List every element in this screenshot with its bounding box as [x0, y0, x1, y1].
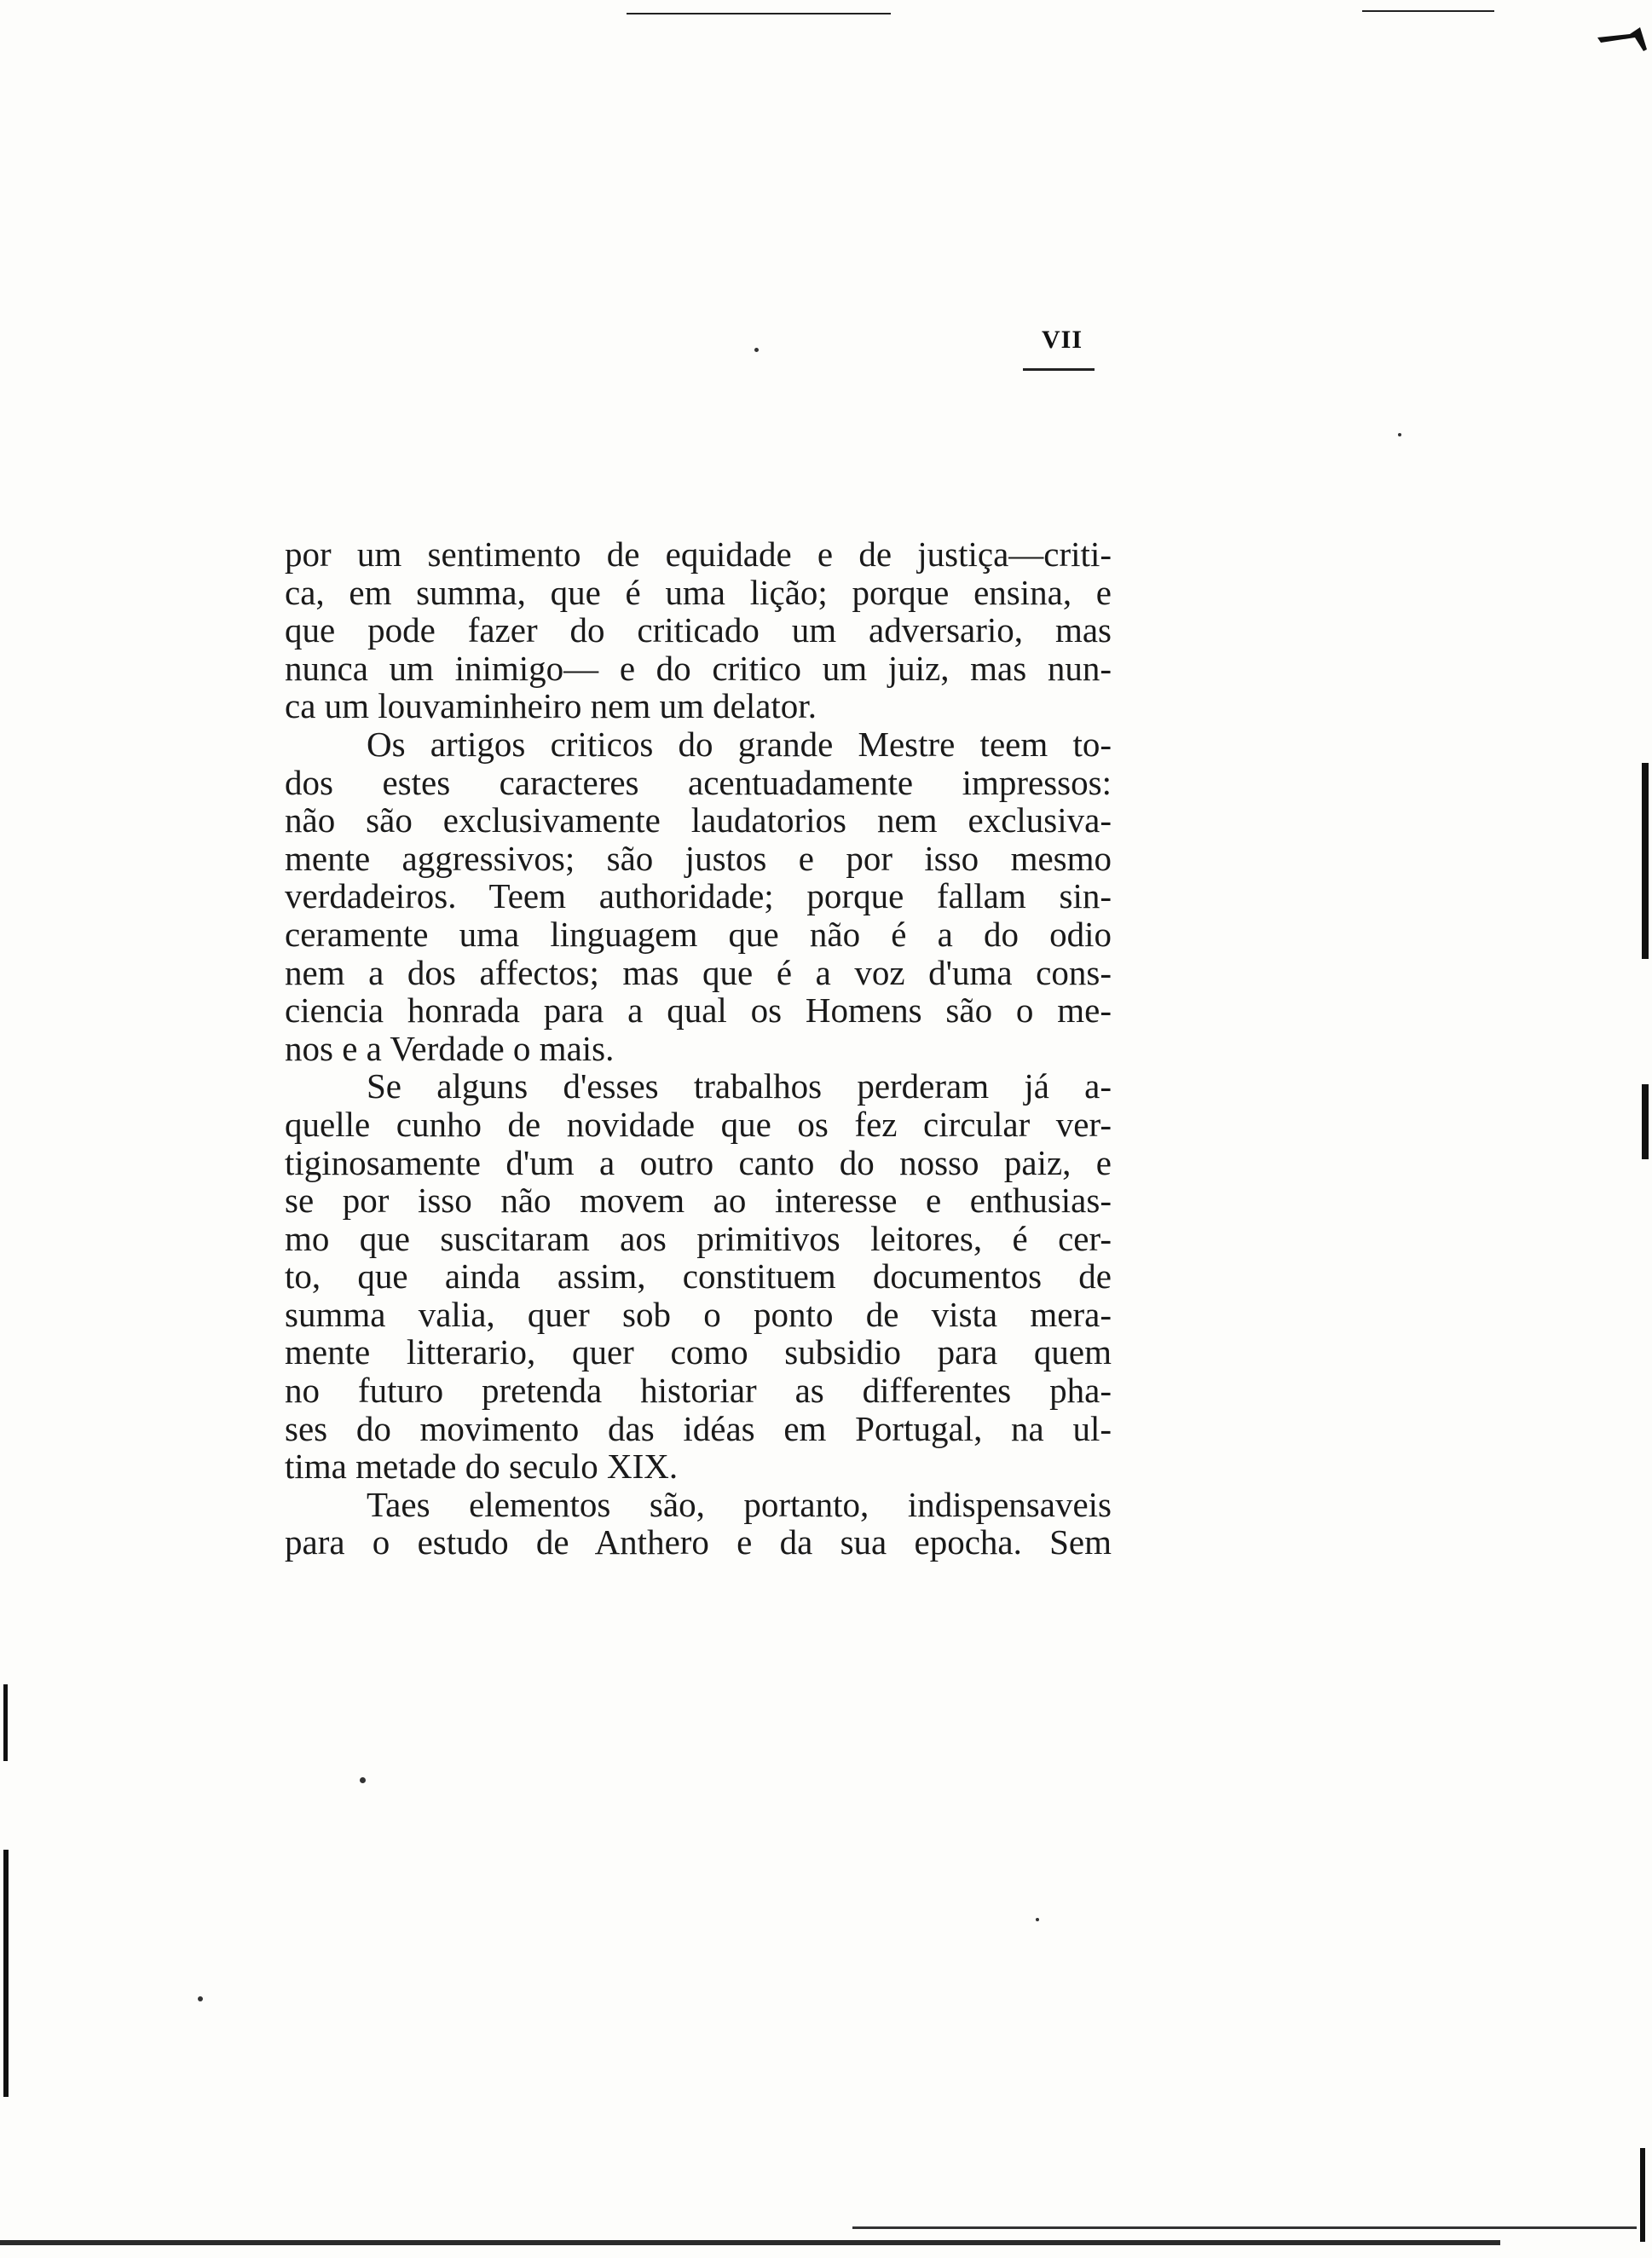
left-edge-mark: [3, 1684, 8, 1761]
text-line: mente litterario, quer como subsidio para quem: [285, 1332, 1112, 1372]
text-line: ca, em summa, que é uma lição; porque ensina, e: [285, 572, 1112, 612]
scan-speck: [198, 1996, 203, 2001]
text-line: tima metade do seculo XIX.: [285, 1447, 679, 1487]
scan-speck: [754, 348, 759, 352]
right-edge-mark: [1640, 2148, 1645, 2242]
page-number: VII: [1042, 326, 1083, 354]
text-line: mo que suscitaram aos primitivos leitores, é cer-: [285, 1218, 1112, 1258]
text-line: to, que ainda assim, constituem documentos de: [285, 1256, 1112, 1296]
text-line: no futuro pretenda historiar as differentes pha-: [285, 1371, 1112, 1411]
text-line: ceramente uma linguagem que não é a do odio: [285, 914, 1112, 954]
text-line: Taes elementos são, portanto, indispensaveis: [367, 1484, 1112, 1524]
text-line: por um sentimento de equidade e de justiça—criti-: [285, 534, 1112, 574]
bottom-edge-shadow: [0, 2240, 1500, 2245]
right-edge-mark: [1642, 1084, 1649, 1159]
right-edge-mark: [1642, 763, 1649, 959]
text-line: nunca um inimigo— e do critico um juiz, mas nun-: [285, 648, 1112, 688]
corner-artifact-icon: [1596, 24, 1649, 58]
text-line: ciencia honrada para a qual os Homens são o me-: [285, 990, 1112, 1031]
top-scan-rule-left: [627, 13, 891, 14]
text-line: mente aggressivos; são justos e por isso mesmo: [285, 838, 1112, 878]
text-line: ses do movimento das idéas em Portugal, na ul-: [285, 1408, 1112, 1448]
text-line: verdadeiros. Teem authoridade; porque fallam sin-: [285, 876, 1112, 916]
text-line: summa valia, quer sob o ponto de vista mera-: [285, 1294, 1112, 1334]
text-line: ca um louvaminheiro nem um delator.: [285, 686, 817, 726]
top-scan-rule-right: [1362, 10, 1494, 12]
text-line: não são exclusivamente laudatorios nem exclusiva-: [285, 800, 1112, 840]
text-line: que pode fazer do criticado um adversario, mas: [285, 610, 1112, 650]
text-line: para o estudo de Anthero e da sua epocha. Sem: [285, 1522, 1112, 1562]
text-line: Se alguns d'esses trabalhos perderam já a-: [367, 1066, 1112, 1106]
page-number-underline: [1023, 368, 1095, 371]
text-line: dos estes caracteres acentuadamente impressos:: [285, 762, 1112, 802]
bottom-edge-shadow: [852, 2226, 1637, 2229]
scan-speck: [360, 1777, 366, 1783]
text-line: quelle cunho de novidade que os fez circular ver-: [285, 1104, 1112, 1144]
scan-speck: [1398, 433, 1401, 436]
text-line: tiginosamente d'um a outro canto do nosso paiz, e: [285, 1142, 1112, 1182]
left-edge-mark: [3, 1850, 9, 2097]
body-text: [285, 535, 1112, 1562]
text-line: Os artigos criticos do grande Mestre teem to-: [367, 724, 1112, 764]
scan-speck: [1036, 1918, 1039, 1921]
text-line: nos e a Verdade o mais.: [285, 1028, 615, 1068]
text-line: nem a dos affectos; mas que é a voz d'uma cons-: [285, 952, 1112, 992]
text-line: se por isso não movem ao interesse e enthusias-: [285, 1181, 1112, 1221]
